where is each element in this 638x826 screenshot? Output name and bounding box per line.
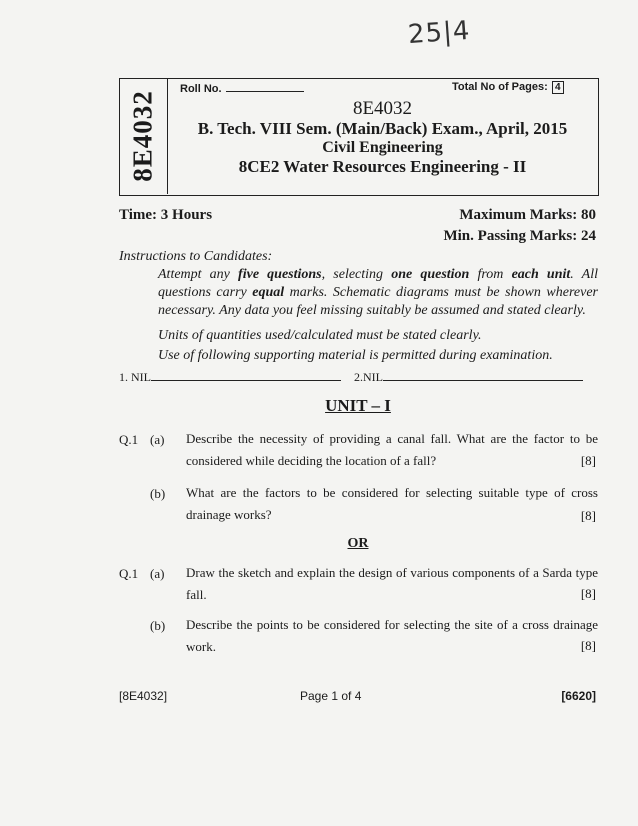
roll-label: Roll No. [180, 83, 222, 95]
max-marks: Maximum Marks: 80 [459, 207, 596, 223]
question-part: (a) [150, 432, 165, 447]
instruction-3: Use of following supporting material is permitted during examination. [158, 348, 553, 363]
instr-bold: one question [391, 267, 470, 282]
min-marks: Min. Passing Marks: 24 [443, 228, 596, 244]
instr-bold: five questions [238, 267, 322, 282]
handwritten-annotation: 25|4 [407, 15, 472, 51]
subject: 8CE2 Water Resources Engineering - II [238, 157, 527, 176]
question-number: Q.1 [119, 432, 139, 447]
material-2 [354, 370, 583, 385]
instruction-2: Units of quantities used/calculated must be stated clearly. [158, 328, 482, 343]
question-marks: [8] [580, 453, 596, 468]
material-1 [119, 370, 341, 385]
question-text: Describe the points to be considered for selecting the site of a cross drainage work. [186, 617, 598, 654]
material-2-line [383, 379, 583, 381]
exam-time: Time: 3 Hours [119, 207, 213, 223]
footer-code: [8E4032] [119, 689, 168, 703]
instruction-1 [158, 266, 598, 320]
question-text: Describe the necessity of providing a canal fall. What are the factor to be considered while deciding the location of a fall? [186, 431, 598, 468]
roll-number [180, 81, 304, 95]
side-code-box [119, 78, 168, 194]
instr-bold: each unit [511, 267, 571, 282]
instr-text: . All questions carry [158, 267, 598, 300]
instr-text: Attempt any [158, 267, 239, 282]
footer-number: [6620] [561, 689, 596, 703]
branch: Civil Engineering [322, 139, 443, 156]
pages-value: 4 [552, 81, 564, 94]
exam-title: B. Tech. VIII Sem. (Main/Back) Exam., April, 2015 [197, 119, 568, 138]
question-part: (a) [150, 566, 165, 581]
total-pages [452, 81, 564, 94]
question-text: What are the factors to be considered for selecting suitable type of cross drainage works? [186, 485, 598, 522]
paper-code: 8E4032 [352, 98, 413, 119]
instr-bold: equal [252, 285, 285, 300]
instructions-heading: Instructions to Candidates: [119, 249, 273, 264]
material-1-line [151, 379, 341, 381]
unit-title: UNIT – I [325, 396, 391, 415]
question-marks: [8] [580, 638, 596, 653]
material-2-label: 2.NIL [354, 370, 383, 384]
material-1-label: 1. NIL [119, 370, 151, 384]
question-part: (b) [150, 618, 166, 633]
question-marks: [8] [580, 586, 596, 601]
instr-text: from [469, 267, 512, 282]
question-number: Q.1 [119, 566, 139, 581]
footer-page: Page 1 of 4 [300, 689, 362, 703]
pages-label: Total No of Pages: [452, 81, 548, 93]
question-marks: [8] [580, 508, 596, 523]
question-part: (b) [150, 486, 166, 501]
side-code: 8E4032 [127, 90, 158, 182]
question-text: Draw the sketch and explain the design of various components of a Sarda type fall. [186, 565, 598, 602]
roll-line [226, 81, 304, 92]
or-divider: OR [347, 536, 369, 551]
instr-text: marks. Schematic diagrams must be shown wherever necessary. Any data you feel missing suitably be assumed and stated clearly. [158, 285, 598, 318]
instr-text: , selecting [321, 267, 392, 282]
